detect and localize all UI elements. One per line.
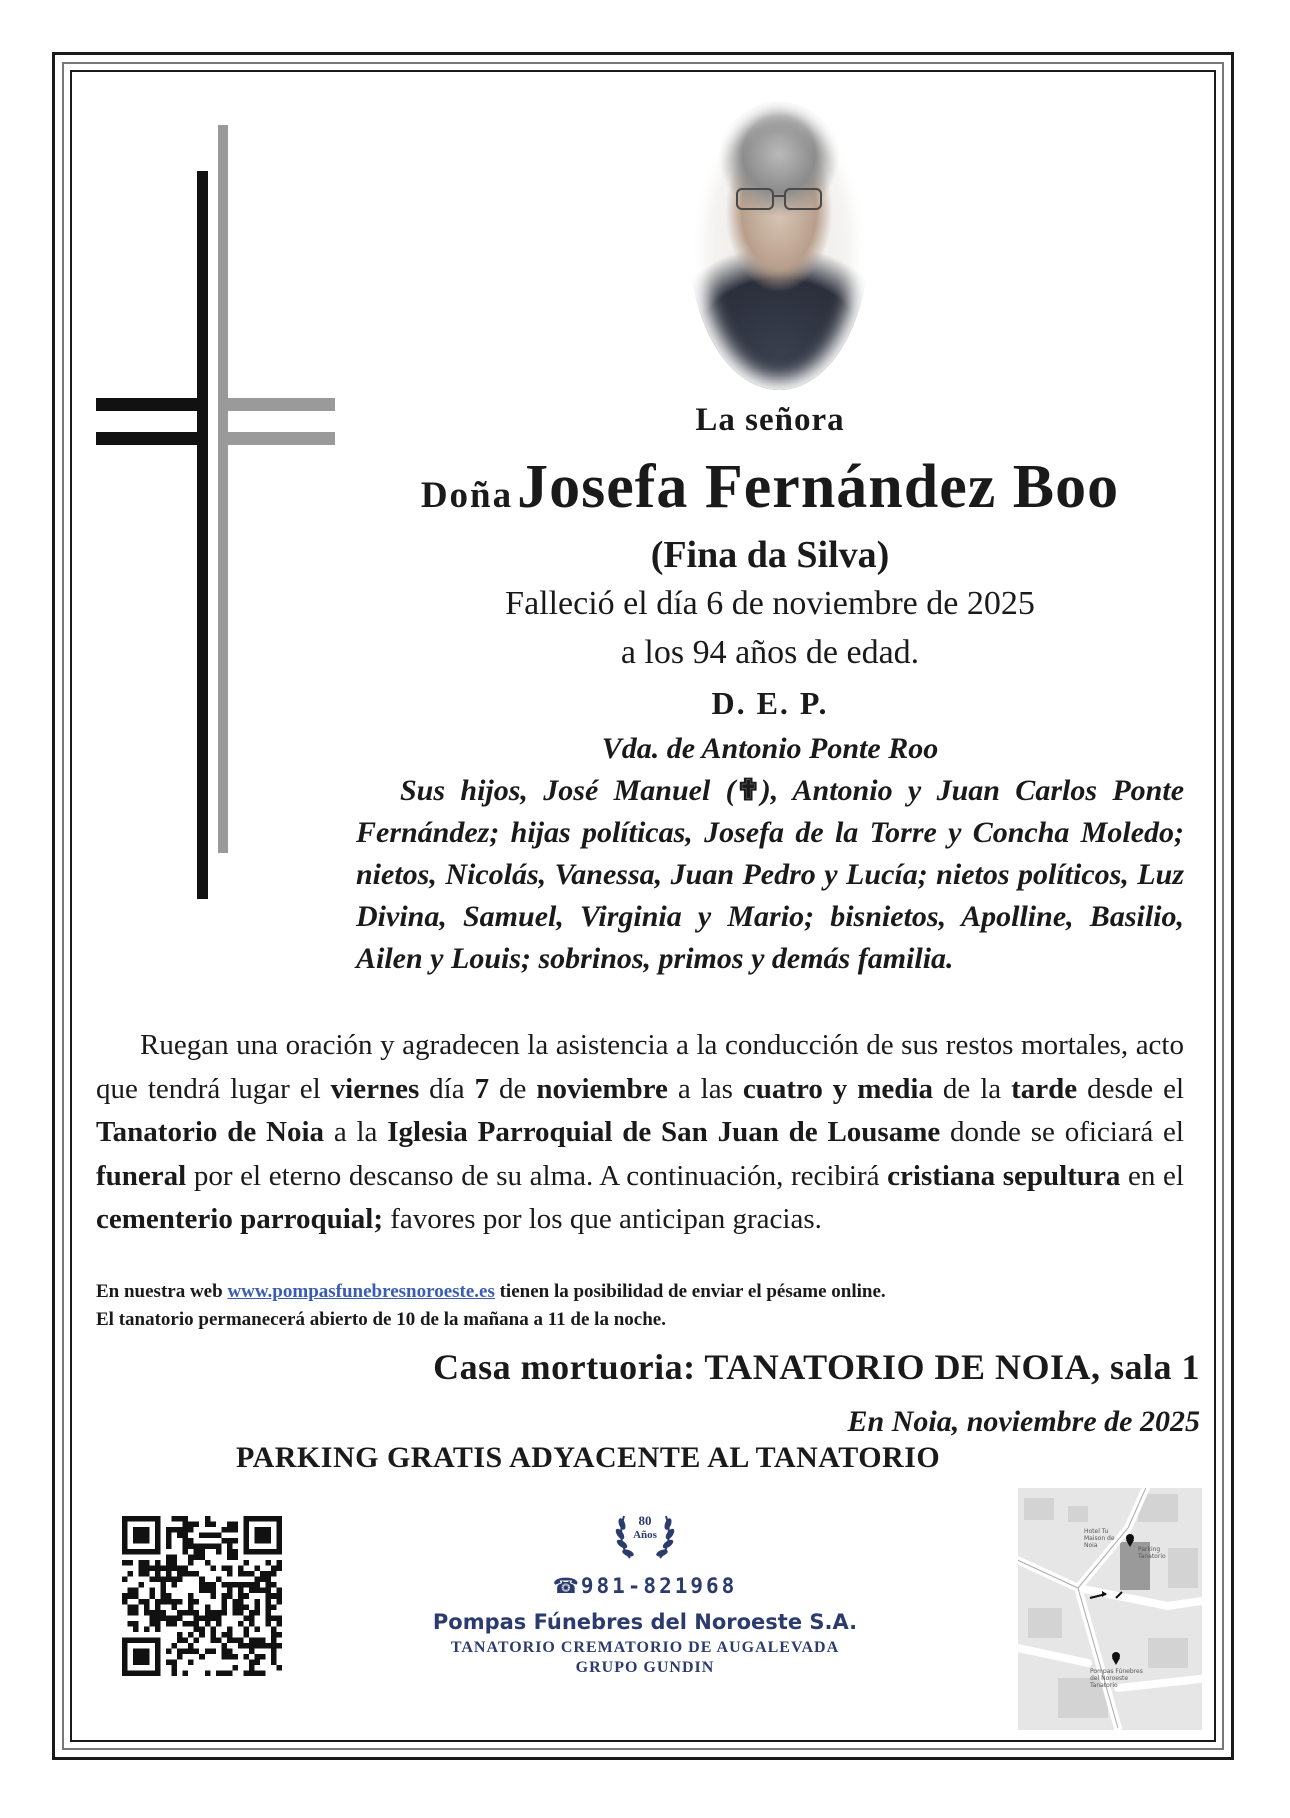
- age-at-death: a los 94 años de edad.: [620, 634, 920, 671]
- cross-horizontal-black-top: [96, 398, 208, 411]
- badge-text: Años: [633, 1529, 657, 1541]
- anniversary-badge: [610, 1506, 680, 1566]
- cross-vertical-black: [197, 171, 208, 899]
- group-name: GRUPO GUNDIN: [575, 1659, 715, 1676]
- funeral-company-logo: [420, 1506, 870, 1677]
- map-label-parking: Parking Tanatorio: [1138, 1546, 1166, 1560]
- opening-hours: El tanatorio permanecerá abierto de 10 de la mañana a 11 de la noche.: [96, 1309, 666, 1330]
- web-note: [96, 1278, 1184, 1334]
- service-details: Ruegan una oración y agradecen la asistencia a la conducción de sus restos mortales, acto que tendrá lugar el viernes día 7 de noviembre a las cuatro y media de la tarde desde el Tanatorio de Noia a la Iglesia Parroquial de San Juan de Lousame donde se oficiará el funeral por el eterno descanso de su alma. A continuación, recibirá cristiana sepultura en el cementerio parroquial; favores por los que anticipan gracias.: [96, 1029, 1185, 1235]
- map-label-hotel: Hotel Tu Maison de Noia: [1084, 1528, 1115, 1549]
- funeral-home-room: Casa mortuoria: TANATORIO DE NOIA, sala 1: [433, 1347, 1200, 1387]
- cross-vertical-gray: [218, 125, 228, 853]
- title-la-senora: La señora: [695, 402, 845, 438]
- full-name: Josefa Fernández Boo: [517, 453, 1120, 521]
- honorific: Doña: [420, 475, 514, 516]
- glasses-shape: [736, 188, 822, 208]
- map-label-funeral-home: Pompas Fúnebres del Noroeste Tanatorio: [1090, 1668, 1143, 1689]
- place-date: En Noia, noviembre de 2025: [847, 1405, 1200, 1438]
- crematorium-name: TANATORIO CREMATORIO DE AUGALEVADA: [450, 1639, 840, 1656]
- qr-code-graphic: [122, 1516, 282, 1676]
- cross-horizontal-gray-bottom: [218, 432, 335, 445]
- family-members: Sus hijos, José Manuel (✟), Antonio y Juan Carlos Ponte Fernández; hijas políticas, Josefa de la Torre y Concha Moledo; nietos, Nicolás, Vanessa, Juan Pedro y Lucía; nietos políticos, Luz Divina, Samuel, Virginia y Mario; bisnietos, Apolline, Basilio, Ailen y Louis; sobrinos, primos y demás familia.: [356, 774, 1185, 975]
- deceased-portrait: [690, 102, 868, 390]
- rip-text: D. E. P.: [711, 685, 829, 721]
- map-graphic: [1018, 1488, 1202, 1730]
- death-date: Falleció el día 6 de noviembre de 2025: [505, 585, 1035, 622]
- cross-horizontal-black-bottom: [96, 432, 208, 445]
- deceased-name: [330, 452, 1210, 523]
- widow-of: Vda. de Antonio Ponte Roo: [601, 732, 939, 765]
- location-map[interactable]: [1018, 1488, 1202, 1730]
- phone-number: ☎981-821968: [552, 1574, 738, 1598]
- company-name: Pompas Fúnebres del Noroeste S.A.: [432, 1610, 858, 1634]
- family-list: [356, 728, 1184, 980]
- cross-horizontal-gray-top: [218, 398, 335, 411]
- qr-code[interactable]: [122, 1516, 282, 1676]
- deceased-cross-icon: ✟: [735, 774, 761, 807]
- badge-number: 80: [638, 1513, 652, 1528]
- cross-icon: [96, 125, 336, 905]
- web-condolence-line: En nuestra web www.pompasfunebresnoroeste.es tienen la posibilidad de enviar el pésame online.: [96, 1281, 886, 1302]
- website-link[interactable]: www.pompasfunebresnoroeste.es: [227, 1281, 495, 1302]
- parking-note: PARKING GRATIS ADYACENTE AL TANATORIO: [236, 1441, 941, 1474]
- nickname: (Fina da Silva): [650, 534, 890, 576]
- telephone-icon: ☎: [552, 1574, 579, 1598]
